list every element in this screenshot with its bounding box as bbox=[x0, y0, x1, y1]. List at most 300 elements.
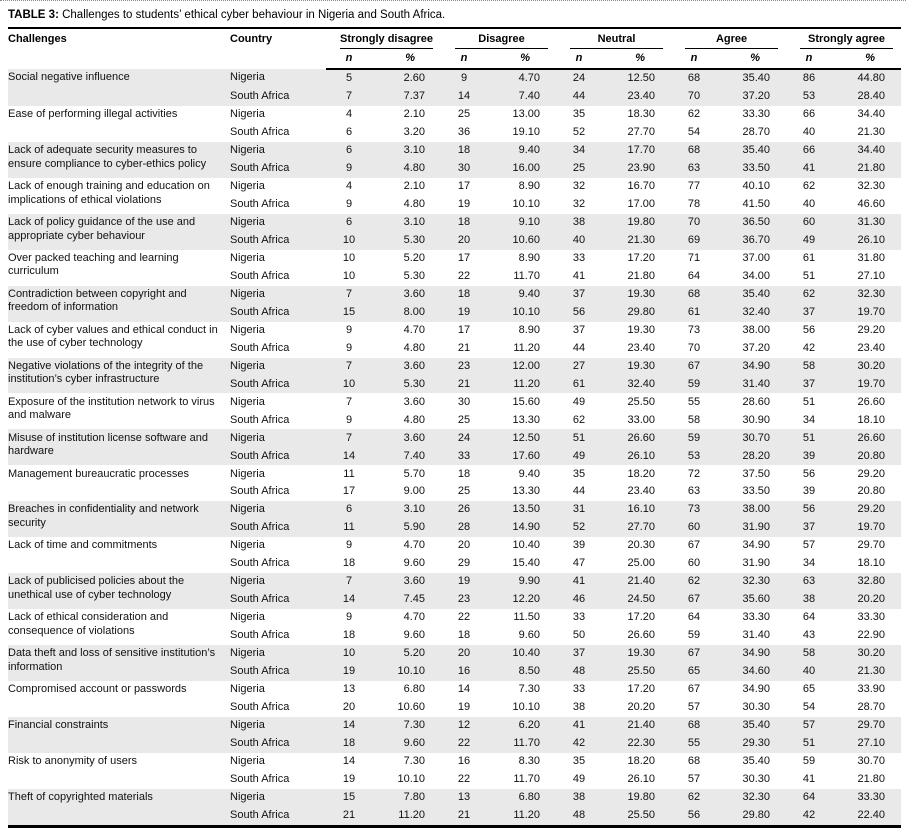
percent-value: 36.70 bbox=[717, 232, 786, 250]
n-value: 65 bbox=[802, 683, 816, 696]
percent-value: 38.00 bbox=[717, 501, 786, 519]
n-value: 26 bbox=[441, 501, 487, 519]
n-value: 19 bbox=[441, 304, 487, 322]
challenge-label: Over packed teaching and learning curriculum bbox=[8, 251, 179, 278]
table-row bbox=[8, 429, 901, 447]
percent-value: 32.30 bbox=[832, 286, 901, 304]
n-value: 13 bbox=[342, 683, 356, 696]
n-value: 56 bbox=[786, 501, 832, 519]
percent-value: 19.70 bbox=[832, 304, 901, 322]
n-value: 63 bbox=[671, 160, 717, 178]
percent-value: 5.90 bbox=[372, 519, 441, 537]
table-row bbox=[8, 501, 901, 519]
sub-header-percent: % bbox=[602, 49, 671, 69]
percent-value: 25.50 bbox=[627, 395, 656, 408]
n-value: 35 bbox=[572, 755, 586, 767]
n-value: 67 bbox=[671, 358, 717, 376]
n-value: 42 bbox=[786, 807, 832, 826]
n-value: 57 bbox=[687, 701, 701, 714]
n-value: 58 bbox=[786, 358, 832, 376]
percent-value: 16.00 bbox=[487, 160, 556, 178]
n-value: 57 bbox=[687, 772, 701, 785]
n-value: 16 bbox=[457, 755, 471, 767]
percent-value: 37.20 bbox=[742, 341, 771, 354]
country-label: South Africa bbox=[230, 447, 326, 465]
challenge-label: Contradiction between copyright and freedom of information bbox=[8, 286, 230, 322]
challenge-label: Lack of enough training and education on implications of ethical violations bbox=[8, 180, 210, 206]
country-label: South Africa bbox=[230, 701, 290, 714]
percent-value: 29.20 bbox=[857, 467, 886, 480]
percent-value: 7.40 bbox=[372, 447, 441, 465]
n-value: 14 bbox=[326, 591, 372, 609]
percent-value: 23.90 bbox=[602, 160, 671, 178]
percent-value: 19.30 bbox=[602, 645, 671, 663]
n-value: 11 bbox=[343, 467, 355, 480]
scale-label: Disagree bbox=[455, 33, 548, 49]
n-value: 19 bbox=[326, 663, 372, 681]
percent-value: 5.20 bbox=[403, 251, 426, 264]
percent-value: 37.00 bbox=[742, 251, 771, 264]
n-value: 71 bbox=[687, 251, 701, 264]
n-value: 21 bbox=[457, 341, 471, 354]
percent-value: 12.50 bbox=[602, 69, 671, 88]
percent-value: 36.50 bbox=[717, 214, 786, 232]
challenge-label: Lack of publicised policies about the unethical use of cyber technology bbox=[8, 573, 230, 609]
percent-value: 22.90 bbox=[857, 629, 886, 642]
n-value: 9 bbox=[345, 197, 353, 210]
n-value: 17 bbox=[457, 323, 471, 336]
n-value: 25 bbox=[457, 485, 471, 498]
country-label: Nigeria bbox=[230, 108, 265, 121]
percent-value: 17.00 bbox=[627, 197, 656, 210]
n-value: 31 bbox=[556, 501, 602, 519]
percent-value: 18.10 bbox=[857, 557, 886, 570]
percent-value: 30.20 bbox=[832, 645, 901, 663]
percent-value: 7.80 bbox=[372, 789, 441, 807]
country-label: Nigeria bbox=[230, 501, 326, 519]
percent-value: 5.70 bbox=[403, 467, 426, 480]
n-value: 41 bbox=[556, 717, 602, 735]
percent-value: 21.80 bbox=[832, 160, 901, 178]
percent-value: 5.30 bbox=[372, 232, 441, 250]
country-label: Nigeria bbox=[230, 251, 265, 264]
n-value: 49 bbox=[556, 447, 602, 465]
percent-value: 17.60 bbox=[487, 447, 556, 465]
percent-value: 16.10 bbox=[602, 501, 671, 519]
n-value: 68 bbox=[687, 755, 701, 767]
percent-value: 3.60 bbox=[372, 573, 441, 591]
percent-value: 9.90 bbox=[487, 573, 556, 591]
percent-value: 10.10 bbox=[512, 701, 541, 714]
n-value: 70 bbox=[671, 88, 717, 106]
country-label: South Africa bbox=[230, 341, 290, 354]
percent-value: 10.40 bbox=[487, 645, 556, 663]
percent-value: 30.90 bbox=[742, 413, 771, 426]
n-value: 62 bbox=[687, 108, 701, 121]
percent-value: 34.90 bbox=[717, 358, 786, 376]
country-label: South Africa bbox=[230, 375, 326, 393]
n-value: 59 bbox=[687, 629, 701, 642]
country-label: South Africa bbox=[230, 88, 326, 106]
n-value: 21 bbox=[326, 807, 372, 826]
percent-value: 26.60 bbox=[832, 429, 901, 447]
percent-value: 31.40 bbox=[717, 375, 786, 393]
n-value: 43 bbox=[802, 629, 816, 642]
percent-value: 9.60 bbox=[403, 557, 426, 570]
percent-value: 13.30 bbox=[512, 485, 541, 498]
n-value: 64 bbox=[802, 611, 816, 624]
n-value: 35 bbox=[572, 467, 586, 480]
percent-value: 11.20 bbox=[487, 375, 556, 393]
percent-value: 27.70 bbox=[627, 126, 656, 139]
percent-value: 9.10 bbox=[487, 214, 556, 232]
n-value: 7 bbox=[345, 395, 353, 408]
n-value: 6 bbox=[326, 501, 372, 519]
n-value: 12 bbox=[441, 717, 487, 735]
n-value: 34 bbox=[556, 142, 602, 160]
table-body bbox=[8, 69, 901, 826]
percent-value: 21.80 bbox=[857, 772, 886, 785]
table-row bbox=[8, 178, 901, 196]
n-value: 70 bbox=[671, 214, 717, 232]
n-value: 44 bbox=[572, 485, 586, 498]
percent-value: 17.20 bbox=[627, 251, 656, 264]
percent-value: 26.10 bbox=[627, 772, 656, 785]
percent-value: 23.40 bbox=[857, 341, 886, 354]
percent-value: 9.40 bbox=[487, 286, 556, 304]
n-value: 14 bbox=[326, 717, 372, 735]
percent-value: 33.00 bbox=[627, 413, 656, 426]
n-value: 42 bbox=[802, 341, 816, 354]
n-value: 49 bbox=[572, 772, 586, 785]
n-value: 51 bbox=[786, 735, 832, 753]
percent-value: 25.50 bbox=[602, 663, 671, 681]
percent-value: 28.70 bbox=[857, 701, 886, 714]
table-row bbox=[8, 250, 901, 268]
country-label: South Africa bbox=[230, 485, 290, 498]
percent-value: 19.10 bbox=[512, 126, 541, 139]
n-value: 14 bbox=[326, 447, 372, 465]
country-label: Nigeria bbox=[230, 717, 326, 735]
percent-value: 29.20 bbox=[857, 323, 886, 336]
n-value: 33 bbox=[572, 611, 586, 624]
n-value: 54 bbox=[687, 126, 701, 139]
n-value: 9 bbox=[345, 341, 353, 354]
percent-value: 13.50 bbox=[487, 501, 556, 519]
percent-value: 25.00 bbox=[627, 557, 656, 570]
challenge-label: Lack of adequate security measures to ensure compliance to cyber-ethics policy bbox=[8, 142, 230, 178]
n-value: 61 bbox=[556, 375, 602, 393]
country-label: Nigeria bbox=[230, 69, 326, 88]
n-value: 49 bbox=[786, 232, 832, 250]
country-label: South Africa bbox=[230, 197, 290, 210]
challenge-label: Data theft and loss of sensitive institution’s information bbox=[8, 645, 230, 681]
n-value: 21 bbox=[441, 375, 487, 393]
percent-value: 37.50 bbox=[742, 467, 771, 480]
n-value: 19 bbox=[457, 197, 471, 210]
percent-value: 28.20 bbox=[717, 447, 786, 465]
percent-value: 19.30 bbox=[627, 323, 656, 336]
table-row bbox=[8, 465, 901, 483]
n-value: 36 bbox=[457, 126, 471, 139]
n-value: 55 bbox=[671, 735, 717, 753]
percent-value: 29.80 bbox=[717, 807, 786, 826]
percent-value: 8.50 bbox=[487, 663, 556, 681]
n-value: 14 bbox=[457, 683, 471, 696]
country-label: Nigeria bbox=[230, 645, 326, 663]
percent-value: 29.70 bbox=[857, 539, 886, 552]
table-row bbox=[8, 286, 901, 304]
n-value: 17 bbox=[342, 485, 356, 498]
n-value: 7 bbox=[326, 358, 372, 376]
percent-value: 10.60 bbox=[487, 232, 556, 250]
n-value: 32 bbox=[572, 180, 586, 192]
percent-value: 20.20 bbox=[627, 701, 656, 714]
sub-header-n: n bbox=[556, 49, 602, 69]
n-value: 47 bbox=[572, 557, 586, 570]
n-value: 28 bbox=[441, 519, 487, 537]
percent-value: 27.10 bbox=[857, 269, 886, 282]
n-value: 38 bbox=[786, 591, 832, 609]
n-value: 67 bbox=[671, 645, 717, 663]
percent-value: 28.40 bbox=[832, 88, 901, 106]
percent-value: 18.20 bbox=[627, 467, 656, 480]
table-header bbox=[8, 28, 901, 69]
percent-value: 28.70 bbox=[742, 126, 771, 139]
percent-value: 30.20 bbox=[832, 358, 901, 376]
n-value: 25 bbox=[556, 160, 602, 178]
challenge-label: Theft of copyrighted materials bbox=[8, 789, 230, 826]
n-value: 20 bbox=[441, 645, 487, 663]
percent-value: 12.20 bbox=[487, 591, 556, 609]
n-value: 22 bbox=[457, 269, 471, 282]
n-value: 62 bbox=[786, 286, 832, 304]
percent-value: 11.70 bbox=[513, 772, 541, 785]
percent-value: 2.60 bbox=[372, 69, 441, 88]
table-title-text: Challenges to students’ ethical cyber behaviour in Nigeria and South Africa. bbox=[58, 9, 446, 21]
percent-value: 35.40 bbox=[717, 286, 786, 304]
percent-value: 30.70 bbox=[717, 429, 786, 447]
percent-value: 21.80 bbox=[627, 269, 656, 282]
table-row bbox=[8, 681, 901, 699]
country-label: South Africa bbox=[230, 160, 326, 178]
percent-value: 32.30 bbox=[717, 789, 786, 807]
percent-value: 7.37 bbox=[372, 88, 441, 106]
percent-value: 7.30 bbox=[518, 683, 541, 696]
percent-value: 20.80 bbox=[857, 485, 886, 498]
n-value: 17 bbox=[457, 180, 471, 192]
percent-value: 5.30 bbox=[372, 375, 441, 393]
sub-header-n: n bbox=[786, 49, 832, 69]
n-value: 51 bbox=[556, 429, 602, 447]
percent-value: 33.50 bbox=[717, 160, 786, 178]
n-value: 58 bbox=[786, 645, 832, 663]
n-value: 62 bbox=[671, 789, 717, 807]
table-row bbox=[8, 142, 901, 160]
challenge-label: Breaches in confidentiality and network security bbox=[8, 501, 230, 537]
percent-value: 30.30 bbox=[742, 701, 771, 714]
n-value: 10 bbox=[326, 645, 372, 663]
n-value: 67 bbox=[687, 683, 701, 696]
n-value: 56 bbox=[671, 807, 717, 826]
sub-header-percent: % bbox=[832, 49, 901, 69]
challenge-label: Misuse of institution license software and hardware bbox=[8, 429, 230, 465]
n-value: 68 bbox=[671, 142, 717, 160]
scale-label: Strongly agree bbox=[800, 33, 893, 49]
n-value: 9 bbox=[345, 539, 353, 552]
country-label: South Africa bbox=[230, 557, 290, 570]
percent-value: 3.10 bbox=[372, 142, 441, 160]
n-value: 39 bbox=[572, 539, 586, 552]
scale-label: Agree bbox=[685, 33, 778, 49]
percent-value: 7.40 bbox=[487, 88, 556, 106]
table-row bbox=[8, 609, 901, 627]
percent-value: 11.20 bbox=[487, 807, 556, 826]
n-value: 37 bbox=[786, 375, 832, 393]
n-value: 10 bbox=[342, 269, 356, 282]
n-value: 38 bbox=[572, 701, 586, 714]
percent-value: 44.80 bbox=[832, 69, 901, 88]
percent-value: 33.30 bbox=[742, 611, 771, 624]
percent-value: 22.30 bbox=[602, 735, 671, 753]
percent-value: 8.90 bbox=[518, 323, 541, 336]
n-value: 18 bbox=[441, 142, 487, 160]
header-group-row bbox=[8, 28, 901, 49]
n-value: 55 bbox=[687, 395, 701, 408]
percent-value: 31.80 bbox=[857, 251, 886, 264]
percent-value: 10.10 bbox=[397, 772, 426, 785]
percent-value: 4.80 bbox=[372, 160, 441, 178]
percent-value: 9.60 bbox=[372, 735, 441, 753]
country-label: South Africa bbox=[230, 519, 326, 537]
scale-label: Strongly disagree bbox=[340, 33, 433, 49]
n-value: 7 bbox=[326, 88, 372, 106]
percent-value: 26.60 bbox=[857, 395, 886, 408]
challenge-label: Ease of performing illegal activities bbox=[8, 108, 178, 121]
table-row bbox=[8, 645, 901, 663]
n-value: 57 bbox=[802, 539, 816, 552]
percent-value: 37.20 bbox=[717, 88, 786, 106]
percent-value: 4.80 bbox=[403, 341, 426, 354]
n-value: 18 bbox=[342, 629, 356, 642]
n-value: 21 bbox=[441, 807, 487, 826]
table-row bbox=[8, 69, 901, 88]
percent-value: 6.80 bbox=[403, 683, 426, 696]
n-value: 37 bbox=[556, 286, 602, 304]
n-value: 34 bbox=[802, 557, 816, 570]
n-value: 9 bbox=[326, 160, 372, 178]
n-value: 53 bbox=[671, 447, 717, 465]
percent-value: 23.40 bbox=[602, 88, 671, 106]
n-value: 60 bbox=[786, 214, 832, 232]
n-value: 6 bbox=[326, 142, 372, 160]
challenge-label: Negative violations of the integrity of the institution’s cyber infrastructure bbox=[8, 358, 230, 394]
n-value: 35 bbox=[572, 108, 586, 121]
percent-value: 34.90 bbox=[717, 645, 786, 663]
country-label: Nigeria bbox=[230, 755, 265, 767]
n-value: 41 bbox=[572, 269, 586, 282]
percent-value: 33.30 bbox=[742, 108, 771, 121]
n-value: 60 bbox=[671, 519, 717, 537]
country-label: South Africa bbox=[230, 807, 326, 826]
n-value: 68 bbox=[671, 286, 717, 304]
n-value: 9 bbox=[345, 611, 353, 624]
percent-value: 46.60 bbox=[857, 197, 886, 210]
n-value: 14 bbox=[441, 88, 487, 106]
percent-value: 11.70 bbox=[487, 735, 556, 753]
n-value: 48 bbox=[556, 807, 602, 826]
n-value: 39 bbox=[802, 485, 816, 498]
percent-value: 17.20 bbox=[627, 683, 656, 696]
percent-value: 19.70 bbox=[832, 519, 901, 537]
percent-value: 11.20 bbox=[513, 341, 541, 354]
percent-value: 18.10 bbox=[857, 413, 886, 426]
n-value: 23 bbox=[441, 591, 487, 609]
percent-value: 21.30 bbox=[832, 663, 901, 681]
n-value: 62 bbox=[572, 413, 586, 426]
table-row bbox=[8, 214, 901, 232]
country-label: South Africa bbox=[230, 126, 290, 139]
percent-value: 29.20 bbox=[832, 501, 901, 519]
percent-value: 29.70 bbox=[832, 717, 901, 735]
percent-value: 3.60 bbox=[372, 358, 441, 376]
n-value: 67 bbox=[687, 539, 701, 552]
percent-value: 21.30 bbox=[602, 232, 671, 250]
n-value: 32 bbox=[572, 197, 586, 210]
n-value: 70 bbox=[687, 341, 701, 354]
n-value: 7 bbox=[326, 573, 372, 591]
n-value: 66 bbox=[786, 142, 832, 160]
n-value: 56 bbox=[556, 304, 602, 322]
table-title bbox=[8, 4, 898, 27]
percent-value: 5.30 bbox=[403, 269, 426, 282]
n-value: 25 bbox=[457, 108, 471, 121]
percent-value: 4.70 bbox=[403, 611, 426, 624]
column-header-country: Country bbox=[230, 33, 273, 45]
n-value: 25 bbox=[457, 413, 471, 426]
percent-value: 32.80 bbox=[832, 573, 901, 591]
percent-value: 34.40 bbox=[832, 142, 901, 160]
n-value: 11 bbox=[326, 519, 372, 537]
n-value: 16 bbox=[441, 663, 487, 681]
percent-value: 34.90 bbox=[742, 539, 771, 552]
n-value: 30 bbox=[457, 395, 471, 408]
n-value: 22 bbox=[441, 735, 487, 753]
challenge-label: Lack of ethical consideration and consequence of violations bbox=[8, 611, 169, 637]
n-value: 19 bbox=[441, 573, 487, 591]
percent-value: 33.30 bbox=[832, 789, 901, 807]
sub-header-n: n bbox=[326, 49, 372, 69]
sub-header-n: n bbox=[671, 49, 717, 69]
percent-value: 20.80 bbox=[832, 447, 901, 465]
n-value: 48 bbox=[556, 663, 602, 681]
sub-header-percent: % bbox=[372, 49, 441, 69]
n-value: 22 bbox=[457, 772, 471, 785]
n-value: 51 bbox=[802, 269, 816, 282]
percent-value: 17.20 bbox=[627, 611, 656, 624]
sub-header-percent: % bbox=[717, 49, 786, 69]
country-label: South Africa bbox=[230, 304, 326, 322]
country-label: Nigeria bbox=[230, 789, 326, 807]
percent-value: 34.60 bbox=[717, 663, 786, 681]
percent-value: 33.50 bbox=[742, 485, 771, 498]
country-label: Nigeria bbox=[230, 467, 265, 480]
percent-value: 33.30 bbox=[857, 611, 886, 624]
percent-value: 27.10 bbox=[832, 735, 901, 753]
n-value: 44 bbox=[556, 88, 602, 106]
n-value: 37 bbox=[556, 645, 602, 663]
n-value: 51 bbox=[802, 395, 816, 408]
